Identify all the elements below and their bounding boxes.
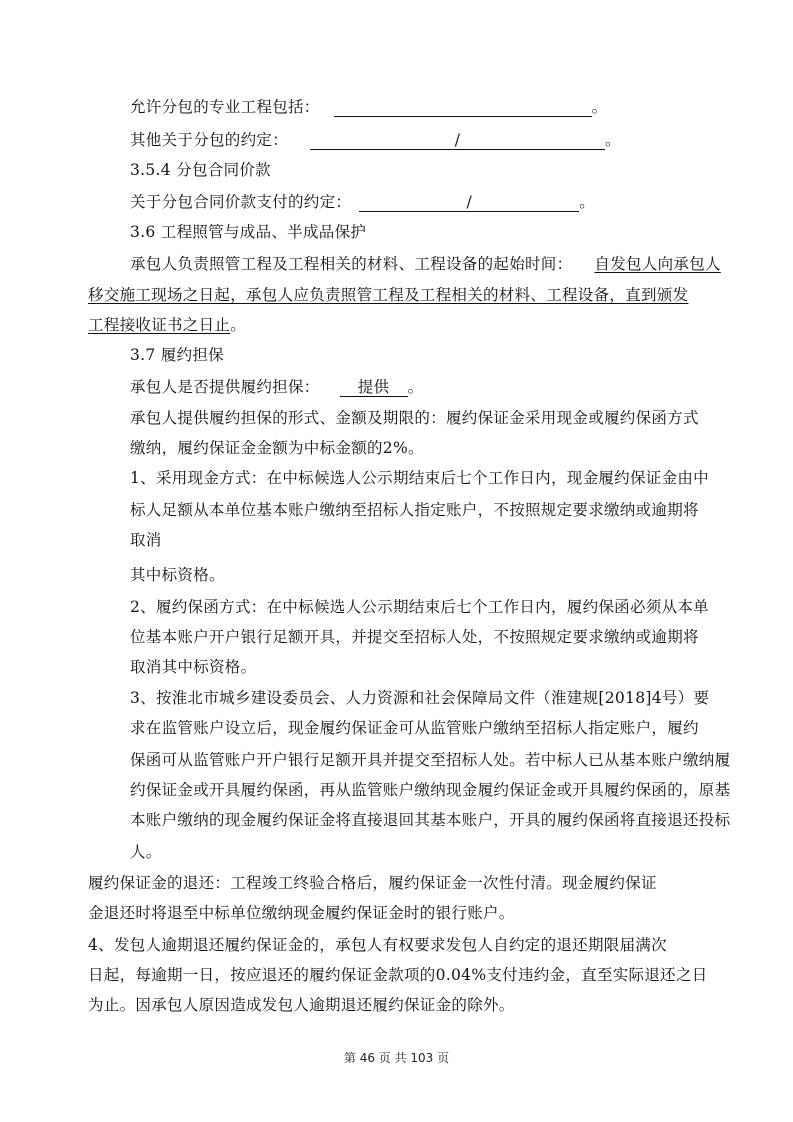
cash-method-line-2: 标人足额从本单位基本账户缴纳至招标人指定账户，不按照规定要求缴纳或逾期将 [130,501,699,519]
letter-method-line-1: 2、履约保函方式：在中标候选人公示期结束后七个工作日内，履约保函必须从本单 [130,598,709,616]
late-refund-line-2: 日起，每逾期一日，按应退还的履约保证金款项的0.04%支付违约金，直至实际退还之日 [88,966,708,984]
guarantee-provided-value: 提供 [357,378,390,396]
regulation-line-6: 人。 [130,843,162,861]
other-subcontract-blank [310,130,605,150]
care-start-continued: 移交施工现场之日起，承包人应负责照管工程及工程相关的材料、工程设备，直到颁发 [88,286,689,304]
letter-method-line-3: 取消其中标资格。 [130,658,257,676]
care-end-end: 。 [230,316,247,334]
regulation-line-2: 求在监管账户设立后，现金履约保证金可从监管账户缴纳至招标人指定账户，履约 [130,719,699,737]
regulation-line-3: 保函可从监管账户开户银行足额开具并提交至招标人处。若中标人已从基本账户缴纳履 [130,751,731,769]
subcontract-payment-line [130,192,595,212]
care-end-value: 工程接收证书之日止 [88,316,231,334]
regulation-line-4: 约保证金或开具履约保函，再从监管账户缴纳现金履约保证金或开具履约保函的，原基 [130,781,731,799]
other-subcontract-end: 。 [605,131,621,149]
section-3-7: 3.7 履约担保 [130,346,224,364]
guarantee-provided-blank [340,377,408,397]
cash-method-line-3: 取消 [130,531,162,549]
regulation-line-1: 3、按淮北市城乡建设委员会、人力资源和社会保障局文件（淮建规[2018]4号）要 [130,689,710,707]
guarantee-provided-line [130,377,423,397]
cash-method-line-1: 1、采用现金方式：在中标候选人公示期结束后七个工作日内，现金履约保证金由中 [130,469,709,487]
other-subcontract-value: / [454,131,461,149]
cash-method-line-4: 其中标资格。 [130,566,225,584]
care-start-value: 自发包人向承包人 [594,255,721,273]
late-refund-line-1: 4、发包人逾期退还履约保证金的，承包人有权要求发包人自约定的退还期限届满次 [88,936,667,954]
guarantee-amount-line: 缴纳，履约保证金金额为中标金额的2%。 [130,439,424,457]
page-footer: 第 46 页 共 103 页 [343,1051,450,1065]
section-3-6: 3.6 工程照管与成品、半成品保护 [130,223,367,241]
care-start-line [130,254,721,274]
care-end-line [88,315,246,335]
subcontract-payment-blank [359,192,579,212]
subcontract-scope-line [130,97,607,117]
guarantee-form-line: 承包人提供履约担保的形式、金额及期限的：履约保证金采用现金或履约保函方式 [130,409,699,427]
subcontract-scope-label: 允许分包的专业工程包括： [130,98,320,116]
subcontract-scope-end: 。 [591,98,608,116]
late-refund-line-3: 为止。因承包人原因造成发包人逾期退还履约保证金的除外。 [88,996,515,1014]
guarantee-provided-label: 承包人是否提供履约担保： [130,378,320,396]
subcontract-payment-end: 。 [579,193,596,211]
guarantee-provided-end: 。 [407,378,424,396]
refund-line-2: 金退还时将退至中标单位缴纳现金履约保证金时的银行账户。 [88,904,515,922]
regulation-line-5: 本账户缴纳的现金履约保证金将直接退回其基本账户，开具的履约保函将直接退还投标 [130,811,731,829]
letter-method-line-2: 位基本账户开户银行足额开具，并提交至招标人处，不按照规定要求缴纳或逾期将 [130,628,699,646]
section-3-5-4: 3.5.4 分包合同价款 [130,161,271,179]
other-subcontract-label: 其他关于分包的约定： [130,131,289,149]
subcontract-scope-blank [334,97,592,117]
subcontract-payment-label: 关于分包合同价款支付的约定： [130,193,352,211]
other-subcontract-line [130,130,621,150]
care-start-label: 承包人负责照管工程及工程相关的材料、工程设备的起始时间： [130,255,573,273]
refund-line-1: 履约保证金的退还：工程竣工终验合格后，履约保证金一次性付清。现金履约保证 [88,874,657,892]
subcontract-payment-value: / [466,193,472,211]
